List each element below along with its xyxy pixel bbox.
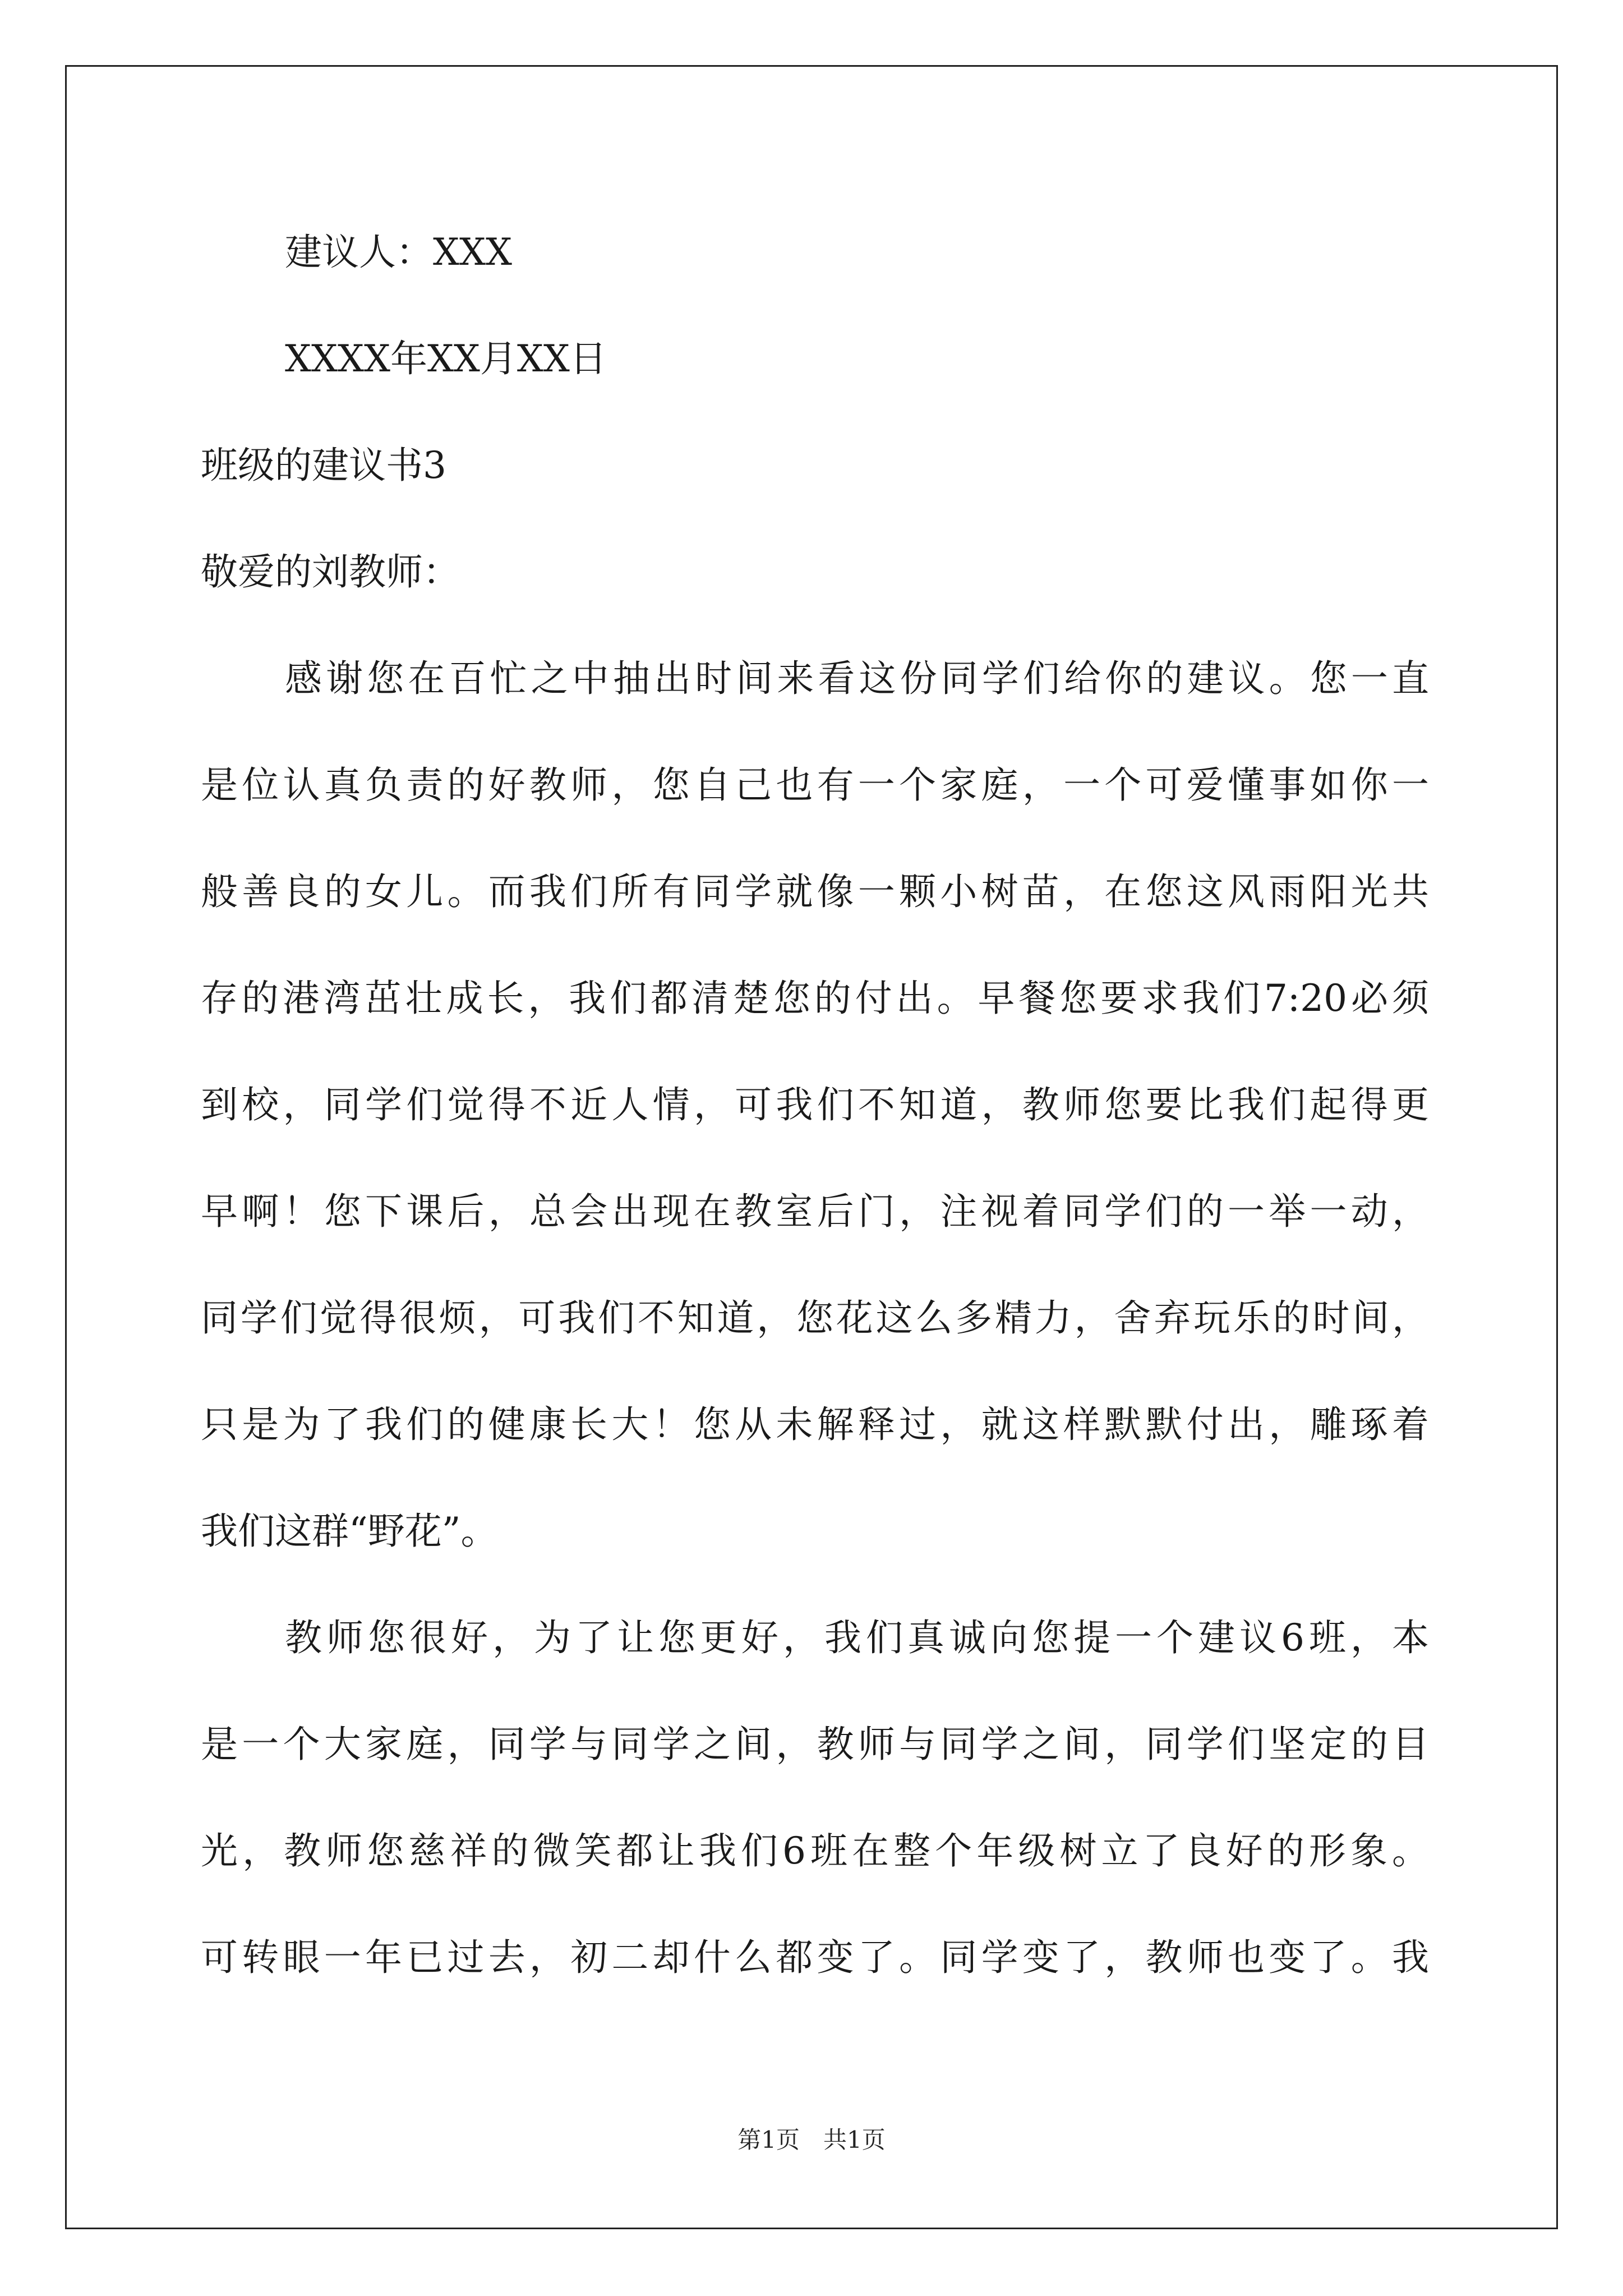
date-line: XXXX年XX月XX日 [285, 337, 607, 380]
paragraph-1-line-3: 般善良的女儿。而我们所有同学就像一颗小树苗，在您这风雨阳光共 [201, 870, 1429, 913]
page-border [65, 65, 1558, 2229]
proposer-line: 建议人：XXX [285, 231, 512, 274]
paragraph-1-line-4: 存的港湾茁壮成长，我们都清楚您的付出。早餐您要求我们7:20必须 [201, 977, 1429, 1020]
paragraph-2-line-2: 是一个大家庭，同学与同学之间，教师与同学之间，同学们坚定的目 [201, 1723, 1429, 1766]
paragraph-2-line-3: 光，教师您慈祥的微笑都让我们6班在整个年级树立了良好的形象。 [201, 1829, 1429, 1872]
paragraph-1-line-2: 是位认真负责的好教师，您自己也有一个家庭，一个可爱懂事如你一 [201, 763, 1429, 807]
salutation: 敬爱的刘教师： [201, 550, 460, 593]
paragraph-1-line-6: 早啊！您下课后，总会出现在教室后门，注视着同学们的一举一动， [201, 1190, 1429, 1233]
paragraph-1-line-5: 到校，同学们觉得不近人情，可我们不知道，教师您要比我们起得更 [201, 1083, 1429, 1126]
paragraph-1-line-9: 我们这群“野花”。 [201, 1510, 498, 1553]
paragraph-1-line-8: 只是为了我们的健康长大！您从未解释过，就这样默默付出，雕琢着 [201, 1403, 1429, 1446]
paragraph-2-line-1: 教师您很好，为了让您更好，我们真诚向您提一个建议6班，本 [285, 1616, 1429, 1659]
paragraph-1-line-1: 感谢您在百忙之中抽出时间来看这份同学们给你的建议。您一直 [285, 657, 1429, 700]
paragraph-2-line-4: 可转眼一年已过去，初二却什么都变了。同学变了，教师也变了。我 [201, 1936, 1429, 1979]
paragraph-1-line-7: 同学们觉得很烦，可我们不知道，您花这么多精力，舍弃玩乐的时间， [201, 1296, 1429, 1340]
page-footer: 第1页 共1页 [737, 2126, 886, 2154]
section-title: 班级的建议书3 [201, 444, 446, 487]
